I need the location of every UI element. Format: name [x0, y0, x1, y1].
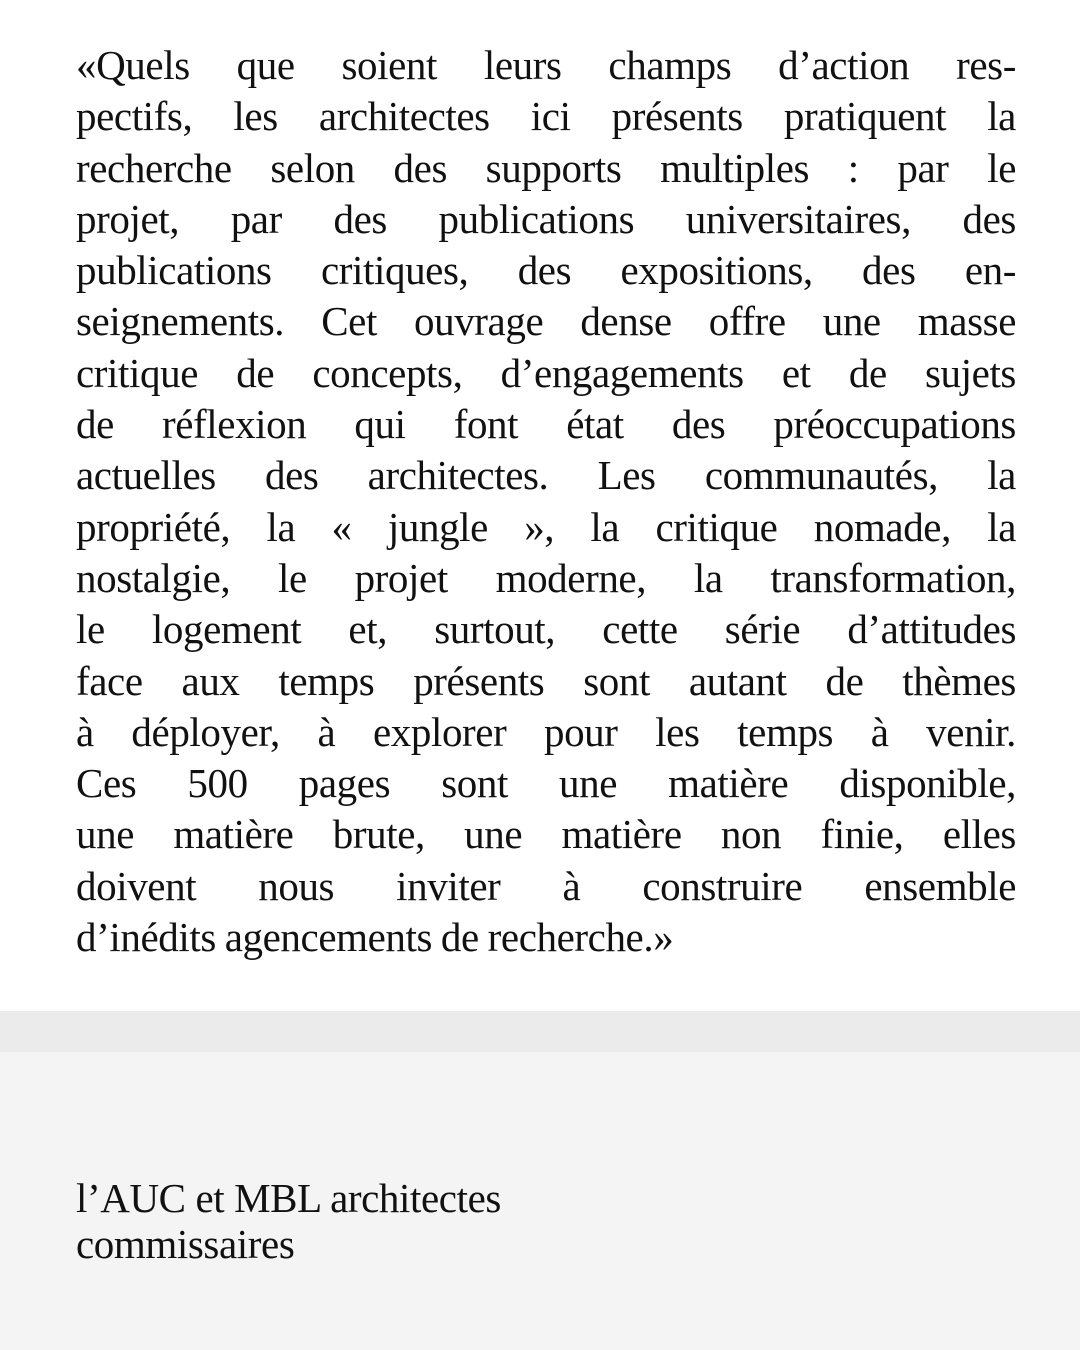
quote-line: d’inédits agencements de recherche.»: [76, 914, 674, 961]
credits: [76, 1175, 501, 1267]
quote-line: une matière brute, une matière non finie, elles: [76, 811, 1016, 858]
credits-section: [0, 1011, 1080, 1350]
quote-line: Ces 500 pages sont une matière disponible,: [76, 760, 1016, 807]
quote-line: le logement et, surtout, cette série d’attitudes: [76, 606, 1016, 653]
section-divider: [0, 1011, 1080, 1052]
quote-line: nostalgie, le projet moderne, la transformation,: [76, 554, 1016, 601]
quote-line: actuelles des architectes. Les communautés, la: [76, 452, 1016, 499]
quote-line: propriété, la « jungle », la critique nomade, la: [76, 503, 1016, 550]
credits-authors: l’AUC et MBL architectes: [76, 1175, 501, 1221]
quote-line: «Quels que soient leurs champs d’action res-: [76, 42, 1016, 88]
quote-line: face aux temps présents sont autant de thèmes: [76, 657, 1016, 704]
credits-role: commissaires: [76, 1221, 295, 1267]
quote-line: de réflexion qui font état des préoccupations: [76, 401, 1016, 448]
quote-line: recherche selon des supports multiples : par le: [76, 144, 1016, 191]
quote-line: doivent nous inviter à construire ensemble: [76, 862, 1016, 909]
quote-line: critique de concepts, d’engagements et de sujets: [76, 349, 1016, 396]
quote-line: projet, par des publications universitaires, des: [76, 195, 1016, 242]
quote-text: [76, 40, 1016, 963]
quote-line: pectifs, les architectes ici présents pratiquent la: [76, 93, 1016, 140]
quote-line: seignements. Cet ouvrage dense offre une masse: [76, 298, 1016, 345]
quote-line: publications critiques, des expositions, des en-: [76, 247, 1016, 294]
quote-line: à déployer, à explorer pour les temps à venir.: [76, 708, 1016, 755]
